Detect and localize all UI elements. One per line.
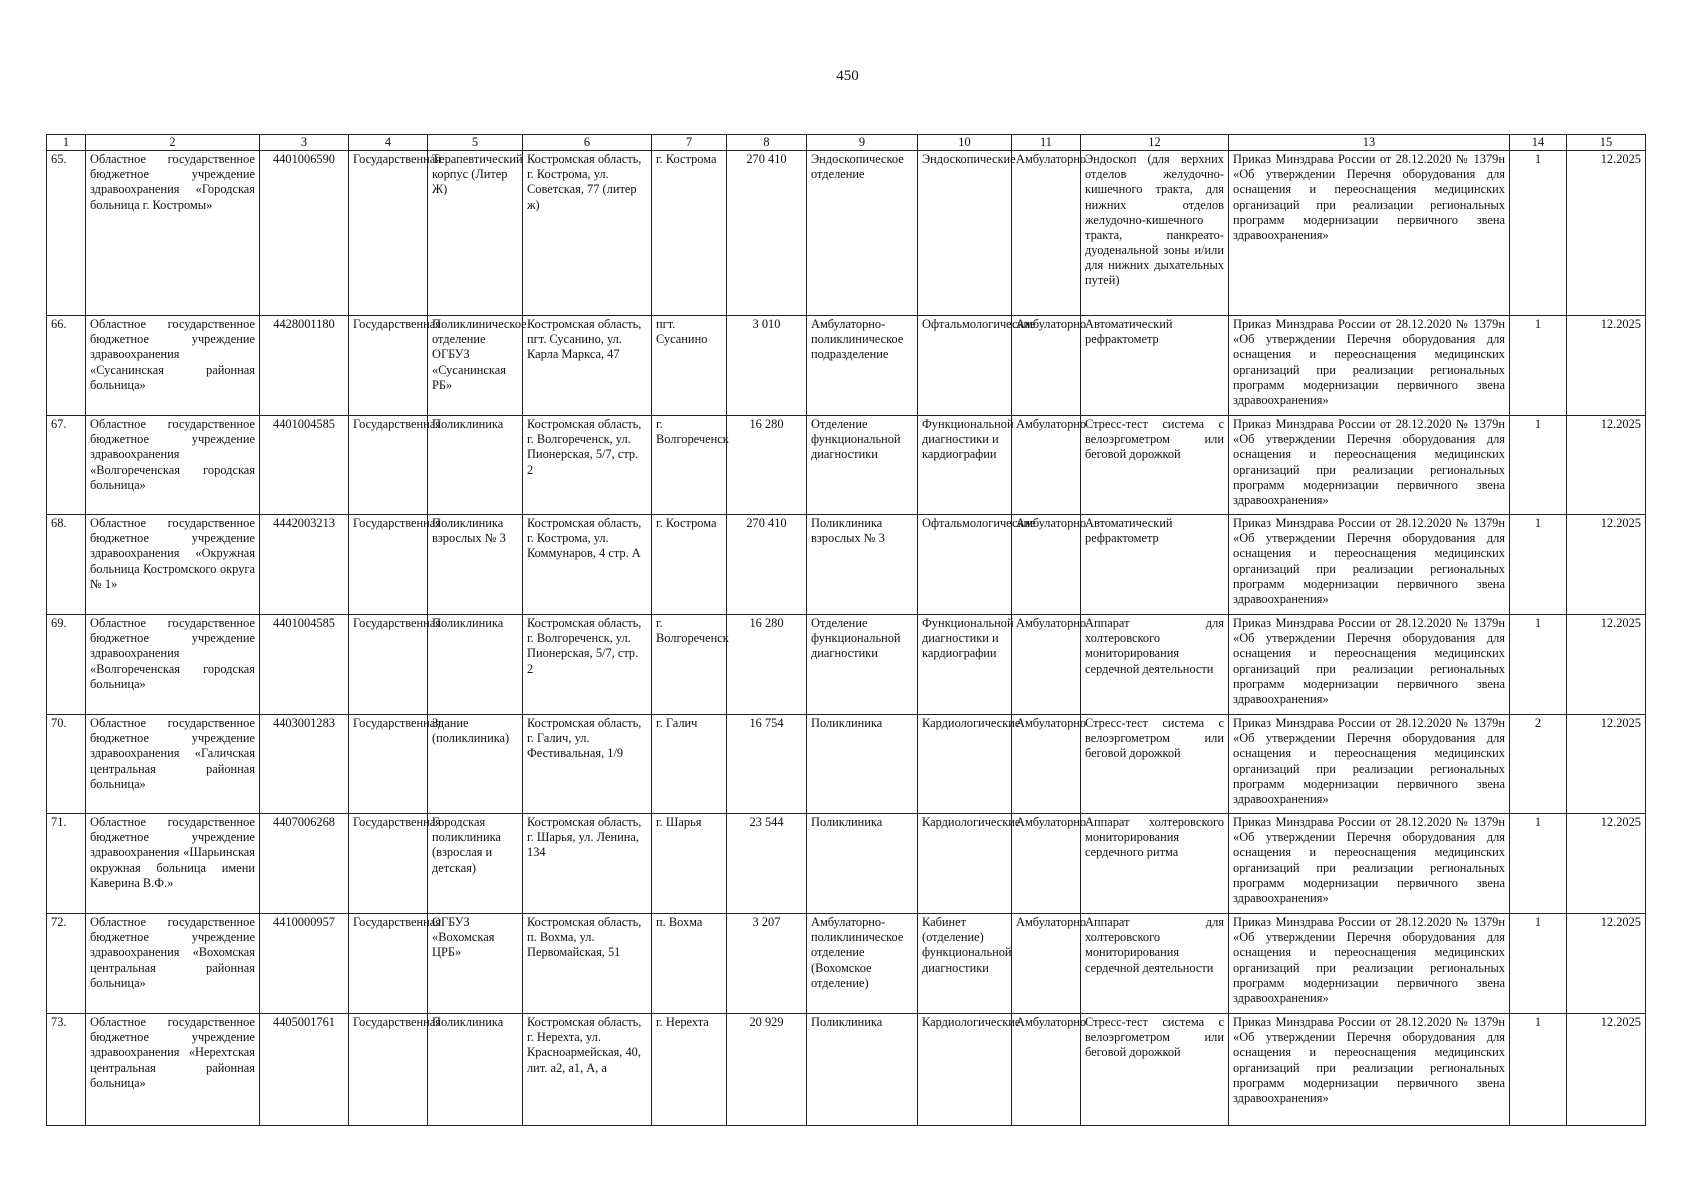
ownership-type: Государственная xyxy=(349,1014,428,1126)
care-type: Амбулаторно xyxy=(1012,1014,1081,1126)
building: Поликлиника взрослых № 3 xyxy=(428,515,523,615)
locality: пгт. Сусанино xyxy=(652,316,727,416)
quantity: 1 xyxy=(1510,814,1567,914)
organization-name: Областное государственное бюджетное учреждение здравоохранения «Нерехтская центральная районная больница» xyxy=(86,1014,260,1126)
building: ОГБУЗ «Вохомская ЦРБ» xyxy=(428,914,523,1014)
deadline: 12.2025 xyxy=(1567,715,1646,814)
row-number: 69. xyxy=(47,615,86,715)
equipment: Аппарат для холтеровского мониторирования сердечной деятельности xyxy=(1081,914,1229,1014)
population: 270 410 xyxy=(727,515,807,615)
page-number: 450 xyxy=(836,68,859,84)
legal-basis: Приказ Минздрава России от 28.12.2020 № 1379н «Об утверждении Перечня оборудования для оснащения и переоснащения медицинских организаций при реализации региональных программ модернизации первичного звена здравоохранения» xyxy=(1229,1014,1510,1126)
profile: Функциональной диагностики и кардиографии xyxy=(918,615,1012,715)
department: Поликлиника xyxy=(807,1014,918,1126)
organization-name: Областное государственное бюджетное учреждение здравоохранения «Шарьинская окружная больница имени Каверина В.Ф.» xyxy=(86,814,260,914)
row-number: 70. xyxy=(47,715,86,814)
population: 16 280 xyxy=(727,416,807,515)
quantity: 1 xyxy=(1510,316,1567,416)
care-type: Амбулаторно xyxy=(1012,715,1081,814)
locality: г. Кострома xyxy=(652,151,727,316)
inn: 4410000957 xyxy=(260,914,349,1014)
care-type: Амбулаторно xyxy=(1012,151,1081,316)
inn: 4401006590 xyxy=(260,151,349,316)
building: Терапевтический корпус (Литер Ж) xyxy=(428,151,523,316)
ownership-type: Государственная xyxy=(349,615,428,715)
locality: г. Галич xyxy=(652,715,727,814)
department: Отделение функциональной диагностики xyxy=(807,416,918,515)
population: 3 010 xyxy=(727,316,807,416)
row-number: 72. xyxy=(47,914,86,1014)
organization-name: Областное государственное бюджетное учреждение здравоохранения «Вохомская центральная районная больница» xyxy=(86,914,260,1014)
profile: Офтальмологические xyxy=(918,515,1012,615)
column-header: 14 xyxy=(1510,135,1567,151)
building: Поликлиническое отделение ОГБУЗ «Сусанинская РБ» xyxy=(428,316,523,416)
care-type: Амбулаторно xyxy=(1012,814,1081,914)
ownership-type: Государственная xyxy=(349,416,428,515)
table-row xyxy=(47,615,1646,715)
locality: г. Кострома xyxy=(652,515,727,615)
row-number: 68. xyxy=(47,515,86,615)
ownership-type: Государственная xyxy=(349,715,428,814)
table-row xyxy=(47,1014,1646,1126)
row-number: 67. xyxy=(47,416,86,515)
address: Костромская область, г. Шарья, ул. Ленина, 134 xyxy=(523,814,652,914)
legal-basis: Приказ Минздрава России от 28.12.2020 № 1379н «Об утверждении Перечня оборудования для оснащения и переоснащения медицинских организаций при реализации региональных программ модернизации первичного звена здравоохранения» xyxy=(1229,316,1510,416)
column-header: 7 xyxy=(652,135,727,151)
deadline: 12.2025 xyxy=(1567,814,1646,914)
column-header: 12 xyxy=(1081,135,1229,151)
quantity: 1 xyxy=(1510,615,1567,715)
address: Костромская область, г. Волгореченск, ул. Пионерская, 5/7, стр. 2 xyxy=(523,416,652,515)
population: 3 207 xyxy=(727,914,807,1014)
ownership-type: Государственная xyxy=(349,151,428,316)
ownership-type: Государственная xyxy=(349,515,428,615)
department: Эндоскопическое отделение xyxy=(807,151,918,316)
profile: Функциональной диагностики и кардиографии xyxy=(918,416,1012,515)
quantity: 1 xyxy=(1510,1014,1567,1126)
legal-basis: Приказ Минздрава России от 28.12.2020 № 1379н «Об утверждении Перечня оборудования для оснащения и переоснащения медицинских организаций при реализации региональных программ модернизации первичного звена здравоохранения» xyxy=(1229,715,1510,814)
column-header: 15 xyxy=(1567,135,1646,151)
care-type: Амбулаторно xyxy=(1012,515,1081,615)
population: 16 754 xyxy=(727,715,807,814)
profile: Офтальмологические xyxy=(918,316,1012,416)
building: Городская поликлиника (взрослая и детская) xyxy=(428,814,523,914)
deadline: 12.2025 xyxy=(1567,1014,1646,1126)
column-header: 8 xyxy=(727,135,807,151)
building: Поликлиника xyxy=(428,615,523,715)
department: Амбулаторно-поликлиническое отделение (Вохомское отделение) xyxy=(807,914,918,1014)
population: 270 410 xyxy=(727,151,807,316)
locality: г. Волгореченск xyxy=(652,416,727,515)
profile: Кардиологические xyxy=(918,715,1012,814)
legal-basis: Приказ Минздрава России от 28.12.2020 № 1379н «Об утверждении Перечня оборудования для оснащения и переоснащения медицинских организаций при реализации региональных программ модернизации первичного звена здравоохранения» xyxy=(1229,416,1510,515)
row-number: 73. xyxy=(47,1014,86,1126)
address: Костромская область, г. Галич, ул. Фестивальная, 1/9 xyxy=(523,715,652,814)
column-header: 1 xyxy=(47,135,86,151)
equipment: Эндоскоп (для верхних отделов желудочно-кишечного тракта, для нижних отделов желудочно-кишечного тракта, панкреато-дуоденальной зоны и/или для нижних дыхательных путей) xyxy=(1081,151,1229,316)
table-row xyxy=(47,316,1646,416)
row-number: 66. xyxy=(47,316,86,416)
address: Костромская область, г. Кострома, ул. Коммунаров, 4 стр. А xyxy=(523,515,652,615)
building: Поликлиника xyxy=(428,1014,523,1126)
address: Костромская область, пгт. Сусанино, ул. Карла Маркса, 47 xyxy=(523,316,652,416)
inn: 4405001761 xyxy=(260,1014,349,1126)
address: Костромская область, г. Нерехта, ул. Красноармейская, 40, лит. а2, а1, А, а xyxy=(523,1014,652,1126)
building: Поликлиника xyxy=(428,416,523,515)
deadline: 12.2025 xyxy=(1567,316,1646,416)
column-header: 11 xyxy=(1012,135,1081,151)
inn: 4407006268 xyxy=(260,814,349,914)
inn: 4428001180 xyxy=(260,316,349,416)
equipment: Стресс-тест система с велоэргометром или беговой дорожкой xyxy=(1081,416,1229,515)
equipment: Аппарат для холтеровского мониторирования сердечной деятельности xyxy=(1081,615,1229,715)
deadline: 12.2025 xyxy=(1567,615,1646,715)
legal-basis: Приказ Минздрава России от 28.12.2020 № 1379н «Об утверждении Перечня оборудования для оснащения и переоснащения медицинских организаций при реализации региональных программ модернизации первичного звена здравоохранения» xyxy=(1229,914,1510,1014)
equipment: Стресс-тест система с велоэргометром или беговой дорожкой xyxy=(1081,715,1229,814)
equipment: Автоматический рефрактометр xyxy=(1081,515,1229,615)
row-number: 71. xyxy=(47,814,86,914)
profile: Кардиологические xyxy=(918,1014,1012,1126)
organization-name: Областное государственное бюджетное учреждение здравоохранения «Сусанинская районная больница» xyxy=(86,316,260,416)
ownership-type: Государственная xyxy=(349,814,428,914)
equipment: Автоматический рефрактометр xyxy=(1081,316,1229,416)
address: Костромская область, г. Кострома, ул. Советская, 77 (литер ж) xyxy=(523,151,652,316)
legal-basis: Приказ Минздрава России от 28.12.2020 № 1379н «Об утверждении Перечня оборудования для оснащения и переоснащения медицинских организаций при реализации региональных программ модернизации первичного звена здравоохранения» xyxy=(1229,151,1510,316)
inn: 4403001283 xyxy=(260,715,349,814)
organization-name: Областное государственное бюджетное учреждение здравоохранения «Окружная больница Костромского округа № 1» xyxy=(86,515,260,615)
quantity: 1 xyxy=(1510,515,1567,615)
address: Костромская область, п. Вохма, ул. Первомайская, 51 xyxy=(523,914,652,1014)
address: Костромская область, г. Волгореченск, ул. Пионерская, 5/7, стр. 2 xyxy=(523,615,652,715)
column-header: 9 xyxy=(807,135,918,151)
legal-basis: Приказ Минздрава России от 28.12.2020 № 1379н «Об утверждении Перечня оборудования для оснащения и переоснащения медицинских организаций при реализации региональных программ модернизации первичного звена здравоохранения» xyxy=(1229,814,1510,914)
table-row xyxy=(47,151,1646,316)
care-type: Амбулаторно xyxy=(1012,615,1081,715)
population: 20 929 xyxy=(727,1014,807,1126)
population: 16 280 xyxy=(727,615,807,715)
deadline: 12.2025 xyxy=(1567,416,1646,515)
column-header: 5 xyxy=(428,135,523,151)
ownership-type: Государственная xyxy=(349,914,428,1014)
organization-name: Областное государственное бюджетное учреждение здравоохранения «Галичская центральная районная больница» xyxy=(86,715,260,814)
locality: г. Волгореченск xyxy=(652,615,727,715)
department: Поликлиника xyxy=(807,715,918,814)
building: Здание (поликлиника) xyxy=(428,715,523,814)
column-header: 4 xyxy=(349,135,428,151)
equipment: Аппарат холтеровского мониторирования сердечного ритма xyxy=(1081,814,1229,914)
quantity: 1 xyxy=(1510,416,1567,515)
column-header: 2 xyxy=(86,135,260,151)
organization-name: Областное государственное бюджетное учреждение здравоохранения «Волгореченская городская больница» xyxy=(86,416,260,515)
quantity: 1 xyxy=(1510,914,1567,1014)
table-row xyxy=(47,814,1646,914)
inn: 4401004585 xyxy=(260,416,349,515)
department: Поликлиника взрослых № 3 xyxy=(807,515,918,615)
column-header: 3 xyxy=(260,135,349,151)
inn: 4401004585 xyxy=(260,615,349,715)
column-number-row xyxy=(47,135,1646,151)
ownership-type: Государственная xyxy=(349,316,428,416)
table-row xyxy=(47,416,1646,515)
table-row xyxy=(47,715,1646,814)
inn: 4442003213 xyxy=(260,515,349,615)
table-row xyxy=(47,914,1646,1014)
care-type: Амбулаторно xyxy=(1012,416,1081,515)
profile: Эндоскопические xyxy=(918,151,1012,316)
equipment: Стресс-тест система с велоэргометром или беговой дорожкой xyxy=(1081,1014,1229,1126)
population: 23 544 xyxy=(727,814,807,914)
column-header: 13 xyxy=(1229,135,1510,151)
equipment-table xyxy=(46,134,1646,1126)
department: Отделение функциональной диагностики xyxy=(807,615,918,715)
organization-name: Областное государственное бюджетное учреждение здравоохранения «Городская больница г. Костромы» xyxy=(86,151,260,316)
profile: Кабинет (отделение) функциональной диагностики xyxy=(918,914,1012,1014)
deadline: 12.2025 xyxy=(1567,914,1646,1014)
quantity: 2 xyxy=(1510,715,1567,814)
column-header: 6 xyxy=(523,135,652,151)
care-type: Амбулаторно xyxy=(1012,914,1081,1014)
organization-name: Областное государственное бюджетное учреждение здравоохранения «Волгореченская городская больница» xyxy=(86,615,260,715)
profile: Кардиологические xyxy=(918,814,1012,914)
quantity: 1 xyxy=(1510,151,1567,316)
department: Амбулаторно-поликлиническое подразделение xyxy=(807,316,918,416)
care-type: Амбулаторно xyxy=(1012,316,1081,416)
locality: г. Нерехта xyxy=(652,1014,727,1126)
deadline: 12.2025 xyxy=(1567,515,1646,615)
locality: п. Вохма xyxy=(652,914,727,1014)
department: Поликлиника xyxy=(807,814,918,914)
table-row xyxy=(47,515,1646,615)
legal-basis: Приказ Минздрава России от 28.12.2020 № 1379н «Об утверждении Перечня оборудования для оснащения и переоснащения медицинских организаций при реализации региональных программ модернизации первичного звена здравоохранения» xyxy=(1229,615,1510,715)
deadline: 12.2025 xyxy=(1567,151,1646,316)
locality: г. Шарья xyxy=(652,814,727,914)
row-number: 65. xyxy=(47,151,86,316)
legal-basis: Приказ Минздрава России от 28.12.2020 № 1379н «Об утверждении Перечня оборудования для оснащения и переоснащения медицинских организаций при реализации региональных программ модернизации первичного звена здравоохранения» xyxy=(1229,515,1510,615)
column-header: 10 xyxy=(918,135,1012,151)
